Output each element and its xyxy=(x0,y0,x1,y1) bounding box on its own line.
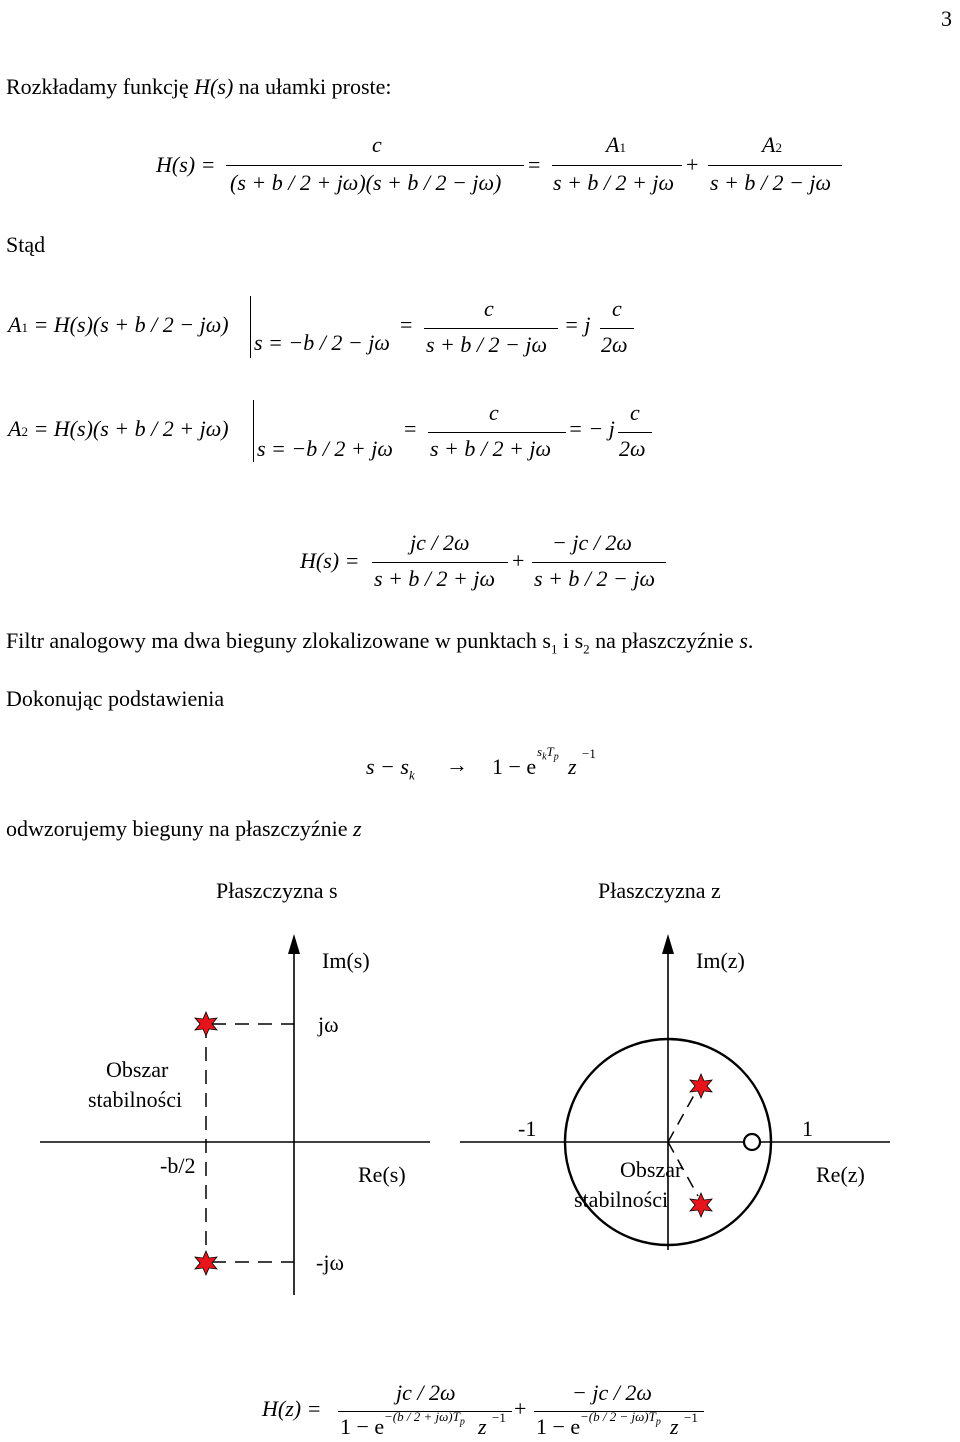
page-number: 3 xyxy=(941,6,952,31)
eq1-denominator-3: s + b / 2 − jω xyxy=(710,170,832,195)
eq1-numerator-a2: A2 xyxy=(762,132,782,157)
odwzorujemy-text: odwzorujemy bieguny na płaszczyźnie z xyxy=(6,816,362,841)
eq4-numerator-2: − jc / 2ω xyxy=(552,530,632,555)
eq2-denominator-2: 2ω xyxy=(601,332,628,357)
eq1-fraction-bar-3 xyxy=(708,165,842,166)
subst-lhs: $s - s_k$ xyxy=(366,754,415,783)
eq4-denominator-2: s + b / 2 − jω xyxy=(534,566,656,591)
eq5-lhs: H(z) = xyxy=(262,1396,322,1421)
subst-rhs: 1 − e xyxy=(492,754,537,779)
eq4-numerator-1: jc / 2ω xyxy=(410,530,470,555)
stad-text: Stąd xyxy=(6,232,46,257)
intro-paragraph xyxy=(6,74,392,100)
s-plane-jw-label: jω xyxy=(318,1012,339,1037)
eq4-plus: + xyxy=(512,548,525,573)
s-plane-pole-lower xyxy=(195,1251,217,1275)
eq5-denominator-1-z-exponent: −1 xyxy=(492,1410,506,1425)
subst-z-exponent: −1 xyxy=(582,746,596,761)
z-plane-one-label: 1 xyxy=(802,1116,813,1141)
z-plane-diagram xyxy=(440,920,950,1280)
eq5-plus: + xyxy=(514,1396,527,1421)
z-plane-re-label: Re(z) xyxy=(816,1162,865,1187)
eq4-denominator-1: s + b / 2 + jω xyxy=(374,566,496,591)
intro-italic: H(s) xyxy=(194,74,234,99)
z-plane-zero xyxy=(744,1134,760,1150)
eq1-equals: = xyxy=(528,152,541,177)
s-plane-im-label: Im(s) xyxy=(322,948,370,973)
eq5-denominator-2: 1 − e xyxy=(536,1414,581,1439)
eq1-plus: + xyxy=(686,152,699,177)
subst-exponent: $s_kT_p$ xyxy=(537,744,559,763)
eq2-numerator: c xyxy=(484,296,494,321)
eq2-fraction-bar xyxy=(424,328,558,329)
s-plane-region-line1: Obszar xyxy=(106,1057,169,1082)
z-plane-im-axis-arrow xyxy=(662,934,674,954)
s-plane-b2-label: -b/2 xyxy=(160,1153,196,1178)
z-plane-pole-lower xyxy=(690,1193,712,1217)
eq2-equals: = xyxy=(400,312,413,337)
intro-text-end: na ułamki proste: xyxy=(233,74,392,99)
eq3-fraction-bar xyxy=(428,432,566,433)
eq3-denominator: s + b / 2 + jω xyxy=(430,436,552,461)
eq3-numerator: c xyxy=(489,400,499,425)
eq3-evaluation-bar xyxy=(253,400,254,462)
subst-arrow: → xyxy=(446,752,468,777)
eq5-denominator-2-z: z xyxy=(670,1414,679,1439)
eq1-denominator-2: s + b / 2 + jω xyxy=(553,170,675,195)
z-plane-im-label: Im(z) xyxy=(696,948,745,973)
eq5-denominator-1-z: z xyxy=(478,1414,487,1439)
z-plane-minus-one-label: -1 xyxy=(518,1116,537,1141)
eq3-fraction-bar-2 xyxy=(618,432,652,433)
s-plane-title: Płaszczyzna s xyxy=(216,878,338,903)
eq4-lhs: H(s) = xyxy=(300,548,360,573)
eq5-numerator-2: − jc / 2ω xyxy=(572,1380,652,1405)
s-plane-region-line2: stabilności xyxy=(88,1087,183,1112)
s-plane-re-label: Re(s) xyxy=(358,1162,406,1187)
eq2-condition: s = −b / 2 − jω xyxy=(254,330,390,355)
eq3-numerator-2: c xyxy=(630,400,640,425)
z-plane-region-line2: stabilności xyxy=(574,1187,669,1212)
eq3-equals-minus-j: = − j xyxy=(568,416,615,441)
s-plane-im-axis-arrow xyxy=(288,934,300,954)
eq1-fraction-bar-2 xyxy=(552,165,682,166)
filtr-paragraph: Filtr analogowy ma dwa bieguny zlokalizowane w punktach $s_1$ i $s_2$ na płaszczyźnie s. xyxy=(6,628,754,657)
z-plane-region-line1: Obszar xyxy=(620,1157,683,1182)
eq5-denominator-2-exponent: $-(b / 2 - j\omega)T_p$ xyxy=(580,1409,661,1428)
eq1-fraction-bar-1 xyxy=(226,165,524,166)
eq1-lhs: H(s) = xyxy=(156,152,216,177)
eq5-denominator-1-exponent: $-(b / 2 + j\omega)T_p$ xyxy=(384,1409,465,1428)
eq3-lhs: A2 = H(s)(s + b / 2 + jω) xyxy=(8,416,229,441)
z-plane-title: Płaszczyzna z xyxy=(598,878,721,903)
eq5-denominator-2-z-exponent: −1 xyxy=(684,1410,698,1425)
subst-z: z xyxy=(568,754,577,779)
eq2-numerator-2: c xyxy=(612,296,622,321)
eq2-equals-j: = j xyxy=(564,312,591,337)
eq5-numerator-1: jc / 2ω xyxy=(396,1380,456,1405)
eq2-lhs: A1 = H(s)(s + b / 2 − jω) xyxy=(8,312,229,337)
eq1-denominator-1: (s + b / 2 + jω)(s + b / 2 − jω) xyxy=(230,170,502,195)
dokonujac-text: Dokonując podstawienia xyxy=(6,686,225,711)
eq3-condition: s = −b / 2 + jω xyxy=(257,436,393,461)
eq4-fraction-bar-2 xyxy=(532,562,666,563)
eq3-denominator-2: 2ω xyxy=(619,436,646,461)
z-plane-pole-upper xyxy=(690,1074,712,1098)
s-plane-neg-jw-label: -jω xyxy=(316,1250,344,1275)
eq2-evaluation-bar xyxy=(250,296,251,358)
z-plane-pole-ray-upper xyxy=(668,1088,698,1142)
eq3-equals: = xyxy=(404,416,417,441)
eq2-fraction-bar-2 xyxy=(600,328,634,329)
eq1-numerator-c: c xyxy=(372,132,382,157)
eq5-denominator-1: 1 − e xyxy=(340,1414,385,1439)
s-plane-diagram xyxy=(0,920,470,1300)
eq1-numerator-a1: A1 xyxy=(606,132,626,157)
eq2-denominator: s + b / 2 − jω xyxy=(426,332,548,357)
eq4-fraction-bar-1 xyxy=(372,562,508,563)
intro-text: Rozkładamy funkcję xyxy=(6,74,195,99)
